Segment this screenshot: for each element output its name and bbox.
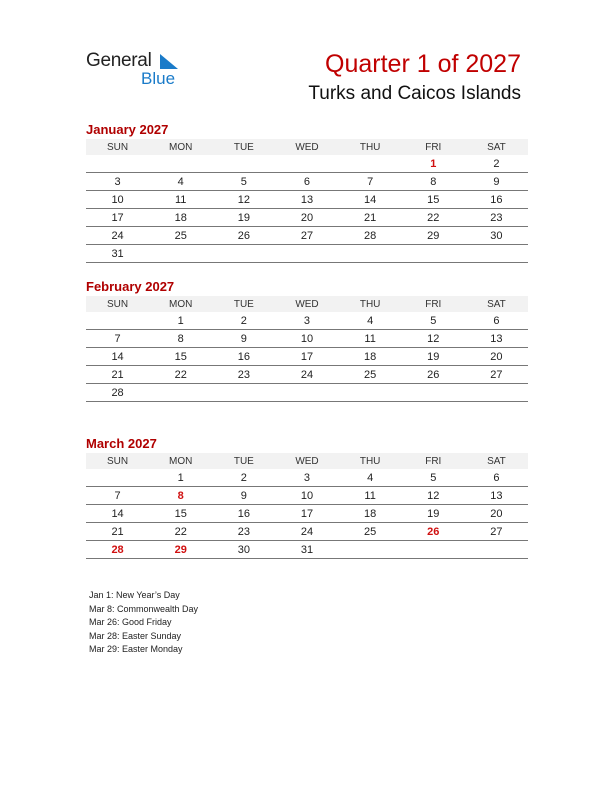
day-cell: 25 bbox=[339, 523, 402, 541]
day-cell: 18 bbox=[339, 348, 402, 366]
empty-day-cell bbox=[339, 541, 402, 559]
day-cell: 5 bbox=[402, 312, 465, 330]
day-cell: 10 bbox=[86, 191, 149, 209]
day-cell: 9 bbox=[212, 487, 275, 505]
empty-day-cell bbox=[402, 541, 465, 559]
empty-day-cell bbox=[86, 312, 149, 330]
weekday-header: THU bbox=[339, 453, 402, 469]
day-cell: 26 bbox=[402, 366, 465, 384]
weekday-header-row bbox=[86, 296, 528, 312]
week-row bbox=[86, 487, 528, 505]
day-cell: 8 bbox=[149, 330, 212, 348]
empty-day-cell bbox=[212, 245, 275, 263]
day-cell: 28 bbox=[86, 384, 149, 402]
empty-day-cell bbox=[275, 155, 338, 173]
page-title: Quarter 1 of 2027 bbox=[325, 50, 521, 78]
day-cell: 1 bbox=[402, 155, 465, 173]
day-cell: 9 bbox=[465, 173, 528, 191]
day-cell: 18 bbox=[339, 505, 402, 523]
day-cell: 5 bbox=[402, 469, 465, 487]
day-cell: 27 bbox=[465, 366, 528, 384]
week-row bbox=[86, 330, 528, 348]
day-cell: 23 bbox=[465, 209, 528, 227]
day-cell: 22 bbox=[149, 523, 212, 541]
day-cell: 7 bbox=[86, 487, 149, 505]
day-cell: 25 bbox=[149, 227, 212, 245]
day-cell: 1 bbox=[149, 312, 212, 330]
day-cell: 3 bbox=[275, 469, 338, 487]
empty-day-cell bbox=[149, 155, 212, 173]
logo-blue-text: Blue bbox=[141, 69, 176, 88]
day-cell: 13 bbox=[275, 191, 338, 209]
week-row bbox=[86, 209, 528, 227]
empty-day-cell bbox=[339, 245, 402, 263]
empty-day-cell bbox=[465, 541, 528, 559]
month-january bbox=[86, 121, 528, 263]
day-cell: 11 bbox=[339, 330, 402, 348]
page-subtitle: Turks and Caicos Islands bbox=[308, 83, 521, 104]
day-cell: 14 bbox=[86, 505, 149, 523]
day-cell: 21 bbox=[339, 209, 402, 227]
day-cell: 26 bbox=[402, 523, 465, 541]
logo-triangle-icon bbox=[158, 54, 180, 70]
day-cell: 28 bbox=[86, 541, 149, 559]
day-cell: 24 bbox=[275, 366, 338, 384]
day-cell: 19 bbox=[402, 505, 465, 523]
holiday-note: Mar 28: Easter Sunday bbox=[89, 630, 182, 641]
weekday-header: SUN bbox=[86, 139, 149, 155]
empty-day-cell bbox=[402, 384, 465, 402]
week-row bbox=[86, 523, 528, 541]
day-cell: 7 bbox=[339, 173, 402, 191]
day-cell: 17 bbox=[86, 209, 149, 227]
day-cell: 14 bbox=[86, 348, 149, 366]
weekday-header: SAT bbox=[465, 296, 528, 312]
empty-day-cell bbox=[339, 155, 402, 173]
weekday-header: SUN bbox=[86, 296, 149, 312]
holiday-note: Mar 26: Good Friday bbox=[89, 617, 172, 628]
day-cell: 23 bbox=[212, 366, 275, 384]
holiday-note: Mar 29: Easter Monday bbox=[89, 644, 183, 655]
day-cell: 11 bbox=[339, 487, 402, 505]
day-cell: 17 bbox=[275, 348, 338, 366]
week-row bbox=[86, 312, 528, 330]
weekday-header-row bbox=[86, 139, 528, 155]
calendar-grid bbox=[86, 296, 528, 402]
weekday-header: TUE bbox=[212, 296, 275, 312]
day-cell: 16 bbox=[212, 348, 275, 366]
day-cell: 5 bbox=[212, 173, 275, 191]
weekday-header-row bbox=[86, 453, 528, 469]
day-cell: 20 bbox=[465, 505, 528, 523]
logo bbox=[86, 50, 196, 90]
week-row bbox=[86, 155, 528, 173]
week-row bbox=[86, 173, 528, 191]
day-cell: 23 bbox=[212, 523, 275, 541]
day-cell: 15 bbox=[149, 348, 212, 366]
weekday-header: TUE bbox=[212, 139, 275, 155]
holiday-note: Mar 8: Commonwealth Day bbox=[89, 603, 199, 614]
weekday-header: MON bbox=[149, 139, 212, 155]
day-cell: 8 bbox=[149, 487, 212, 505]
weekday-header: SUN bbox=[86, 453, 149, 469]
day-cell: 19 bbox=[402, 348, 465, 366]
weekday-header: WED bbox=[275, 139, 338, 155]
calendar-grid bbox=[86, 139, 528, 263]
day-cell: 19 bbox=[212, 209, 275, 227]
day-cell: 20 bbox=[465, 348, 528, 366]
week-row bbox=[86, 245, 528, 263]
weekday-header: FRI bbox=[402, 139, 465, 155]
week-row bbox=[86, 469, 528, 487]
day-cell: 12 bbox=[212, 191, 275, 209]
day-cell: 10 bbox=[275, 487, 338, 505]
empty-day-cell bbox=[149, 245, 212, 263]
calendar-grid bbox=[86, 453, 528, 559]
weekday-header: THU bbox=[339, 296, 402, 312]
empty-day-cell bbox=[402, 245, 465, 263]
day-cell: 2 bbox=[465, 155, 528, 173]
day-cell: 10 bbox=[275, 330, 338, 348]
day-cell: 22 bbox=[402, 209, 465, 227]
weekday-header: FRI bbox=[402, 453, 465, 469]
day-cell: 20 bbox=[275, 209, 338, 227]
week-row bbox=[86, 227, 528, 245]
day-cell: 4 bbox=[149, 173, 212, 191]
week-row bbox=[86, 541, 528, 559]
empty-day-cell bbox=[465, 245, 528, 263]
weekday-header: MON bbox=[149, 296, 212, 312]
day-cell: 17 bbox=[275, 505, 338, 523]
week-row bbox=[86, 366, 528, 384]
day-cell: 6 bbox=[275, 173, 338, 191]
day-cell: 29 bbox=[149, 541, 212, 559]
day-cell: 29 bbox=[402, 227, 465, 245]
holiday-note: Jan 1: New Year’s Day bbox=[89, 590, 180, 600]
empty-day-cell bbox=[465, 384, 528, 402]
day-cell: 9 bbox=[212, 330, 275, 348]
day-cell: 12 bbox=[402, 487, 465, 505]
week-row bbox=[86, 384, 528, 402]
month-title: March 2027 bbox=[86, 436, 157, 451]
day-cell: 25 bbox=[339, 366, 402, 384]
empty-day-cell bbox=[86, 469, 149, 487]
empty-day-cell bbox=[339, 384, 402, 402]
day-cell: 13 bbox=[465, 487, 528, 505]
weekday-header: THU bbox=[339, 139, 402, 155]
empty-day-cell bbox=[275, 384, 338, 402]
day-cell: 13 bbox=[465, 330, 528, 348]
day-cell: 2 bbox=[212, 469, 275, 487]
day-cell: 2 bbox=[212, 312, 275, 330]
day-cell: 14 bbox=[339, 191, 402, 209]
day-cell: 3 bbox=[275, 312, 338, 330]
month-february bbox=[86, 278, 528, 402]
logo-general-text: General bbox=[86, 50, 152, 71]
weekday-header: SAT bbox=[465, 453, 528, 469]
day-cell: 27 bbox=[465, 523, 528, 541]
day-cell: 4 bbox=[339, 312, 402, 330]
day-cell: 21 bbox=[86, 366, 149, 384]
day-cell: 24 bbox=[86, 227, 149, 245]
holiday-notes bbox=[89, 589, 198, 657]
empty-day-cell bbox=[275, 245, 338, 263]
weekday-header: MON bbox=[149, 453, 212, 469]
day-cell: 30 bbox=[212, 541, 275, 559]
month-title: February 2027 bbox=[86, 279, 175, 294]
day-cell: 16 bbox=[465, 191, 528, 209]
day-cell: 16 bbox=[212, 505, 275, 523]
week-row bbox=[86, 505, 528, 523]
day-cell: 6 bbox=[465, 312, 528, 330]
week-row bbox=[86, 191, 528, 209]
day-cell: 18 bbox=[149, 209, 212, 227]
empty-day-cell bbox=[212, 155, 275, 173]
weekday-header: SAT bbox=[465, 139, 528, 155]
day-cell: 30 bbox=[465, 227, 528, 245]
day-cell: 11 bbox=[149, 191, 212, 209]
weekday-header: TUE bbox=[212, 453, 275, 469]
day-cell: 26 bbox=[212, 227, 275, 245]
day-cell: 4 bbox=[339, 469, 402, 487]
day-cell: 1 bbox=[149, 469, 212, 487]
day-cell: 22 bbox=[149, 366, 212, 384]
empty-day-cell bbox=[212, 384, 275, 402]
day-cell: 28 bbox=[339, 227, 402, 245]
day-cell: 15 bbox=[149, 505, 212, 523]
day-cell: 6 bbox=[465, 469, 528, 487]
month-title: January 2027 bbox=[86, 122, 169, 137]
day-cell: 15 bbox=[402, 191, 465, 209]
weekday-header: WED bbox=[275, 296, 338, 312]
day-cell: 24 bbox=[275, 523, 338, 541]
day-cell: 7 bbox=[86, 330, 149, 348]
empty-day-cell bbox=[149, 384, 212, 402]
day-cell: 3 bbox=[86, 173, 149, 191]
day-cell: 21 bbox=[86, 523, 149, 541]
week-row bbox=[86, 348, 528, 366]
month-march bbox=[86, 435, 528, 559]
day-cell: 12 bbox=[402, 330, 465, 348]
weekday-header: FRI bbox=[402, 296, 465, 312]
day-cell: 8 bbox=[402, 173, 465, 191]
day-cell: 31 bbox=[275, 541, 338, 559]
day-cell: 31 bbox=[86, 245, 149, 263]
day-cell: 27 bbox=[275, 227, 338, 245]
empty-day-cell bbox=[86, 155, 149, 173]
weekday-header: WED bbox=[275, 453, 338, 469]
